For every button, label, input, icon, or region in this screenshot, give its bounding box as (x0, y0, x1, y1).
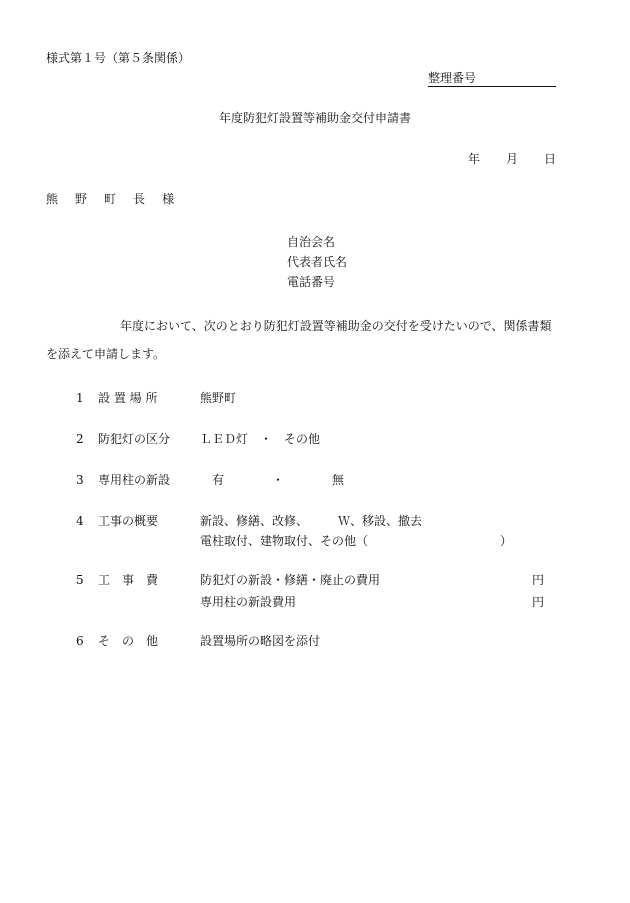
item-label: そ の 他 (98, 634, 159, 648)
addressee-char: 野 (75, 192, 88, 206)
date-day: 日 (544, 152, 557, 166)
body-text-line1: 年度において、次のとおり防犯灯設置等補助金の交付を受けたいので、関係書類 (120, 319, 552, 333)
item-number: 5 (76, 573, 84, 587)
form-number: 様式第１号（第５条関係） (46, 51, 191, 65)
body-text-line2: を添えて申請します。 (46, 347, 166, 361)
item-value: 防犯灯の新設・修繕・廃止の費用 (200, 573, 381, 587)
date-month: 月 (506, 152, 519, 166)
item-other (0, 633, 630, 653)
item-new-pole (0, 472, 630, 492)
item-label: 設 置 場 所 (98, 391, 158, 405)
item-construction-cost (0, 572, 630, 612)
item-work-overview (0, 513, 630, 553)
item-value[interactable]: ＬＥＤ灯 ・ その他 (200, 432, 321, 446)
item-value[interactable]: 新設、修繕、改修、 Ｗ、移設、撤去 (200, 514, 423, 528)
registration-number-field[interactable]: 整理番号 (428, 70, 556, 87)
item-location (0, 390, 630, 410)
date-year: 年 (468, 152, 481, 166)
addressee-char: 長 (133, 192, 146, 206)
item-number: 4 (76, 514, 84, 528)
addressee-char: 町 (104, 192, 117, 206)
date-line (468, 151, 556, 167)
cost-yen-field[interactable]: 円 (532, 595, 545, 609)
addressee (46, 191, 174, 207)
item-number: 3 (76, 473, 84, 487)
association-name-field[interactable]: 自治会名 (287, 235, 336, 249)
item-label: 工 事 費 (98, 573, 159, 587)
representative-name-field[interactable]: 代表者氏名 (287, 255, 348, 269)
item-light-type (0, 431, 630, 451)
item-value: 設置場所の略図を添付 (200, 634, 321, 648)
item-number: 2 (76, 432, 84, 446)
cost-yen-field[interactable]: 円 (532, 573, 545, 587)
phone-number-field[interactable]: 電話番号 (287, 275, 336, 289)
addressee-char: 様 (162, 192, 175, 206)
item-number: 1 (76, 391, 84, 405)
applicant-block (287, 232, 347, 292)
item-number: 6 (76, 634, 84, 648)
item-value-line2: 専用柱の新設費用 (200, 595, 297, 609)
item-label: 防犯灯の区分 (98, 432, 171, 446)
document-title: 年度防犯灯設置等補助金交付申請書 (218, 111, 411, 125)
item-label: 工事の概要 (98, 514, 159, 528)
item-value[interactable]: 熊野町 (200, 391, 237, 405)
item-label: 専用柱の新設 (98, 473, 171, 487)
item-value[interactable]: 有 ・ 無 (212, 473, 345, 487)
addressee-char: 熊 (46, 192, 59, 206)
item-value-line2[interactable]: 電柱取付、建物取付、その他（ ） (200, 534, 513, 548)
